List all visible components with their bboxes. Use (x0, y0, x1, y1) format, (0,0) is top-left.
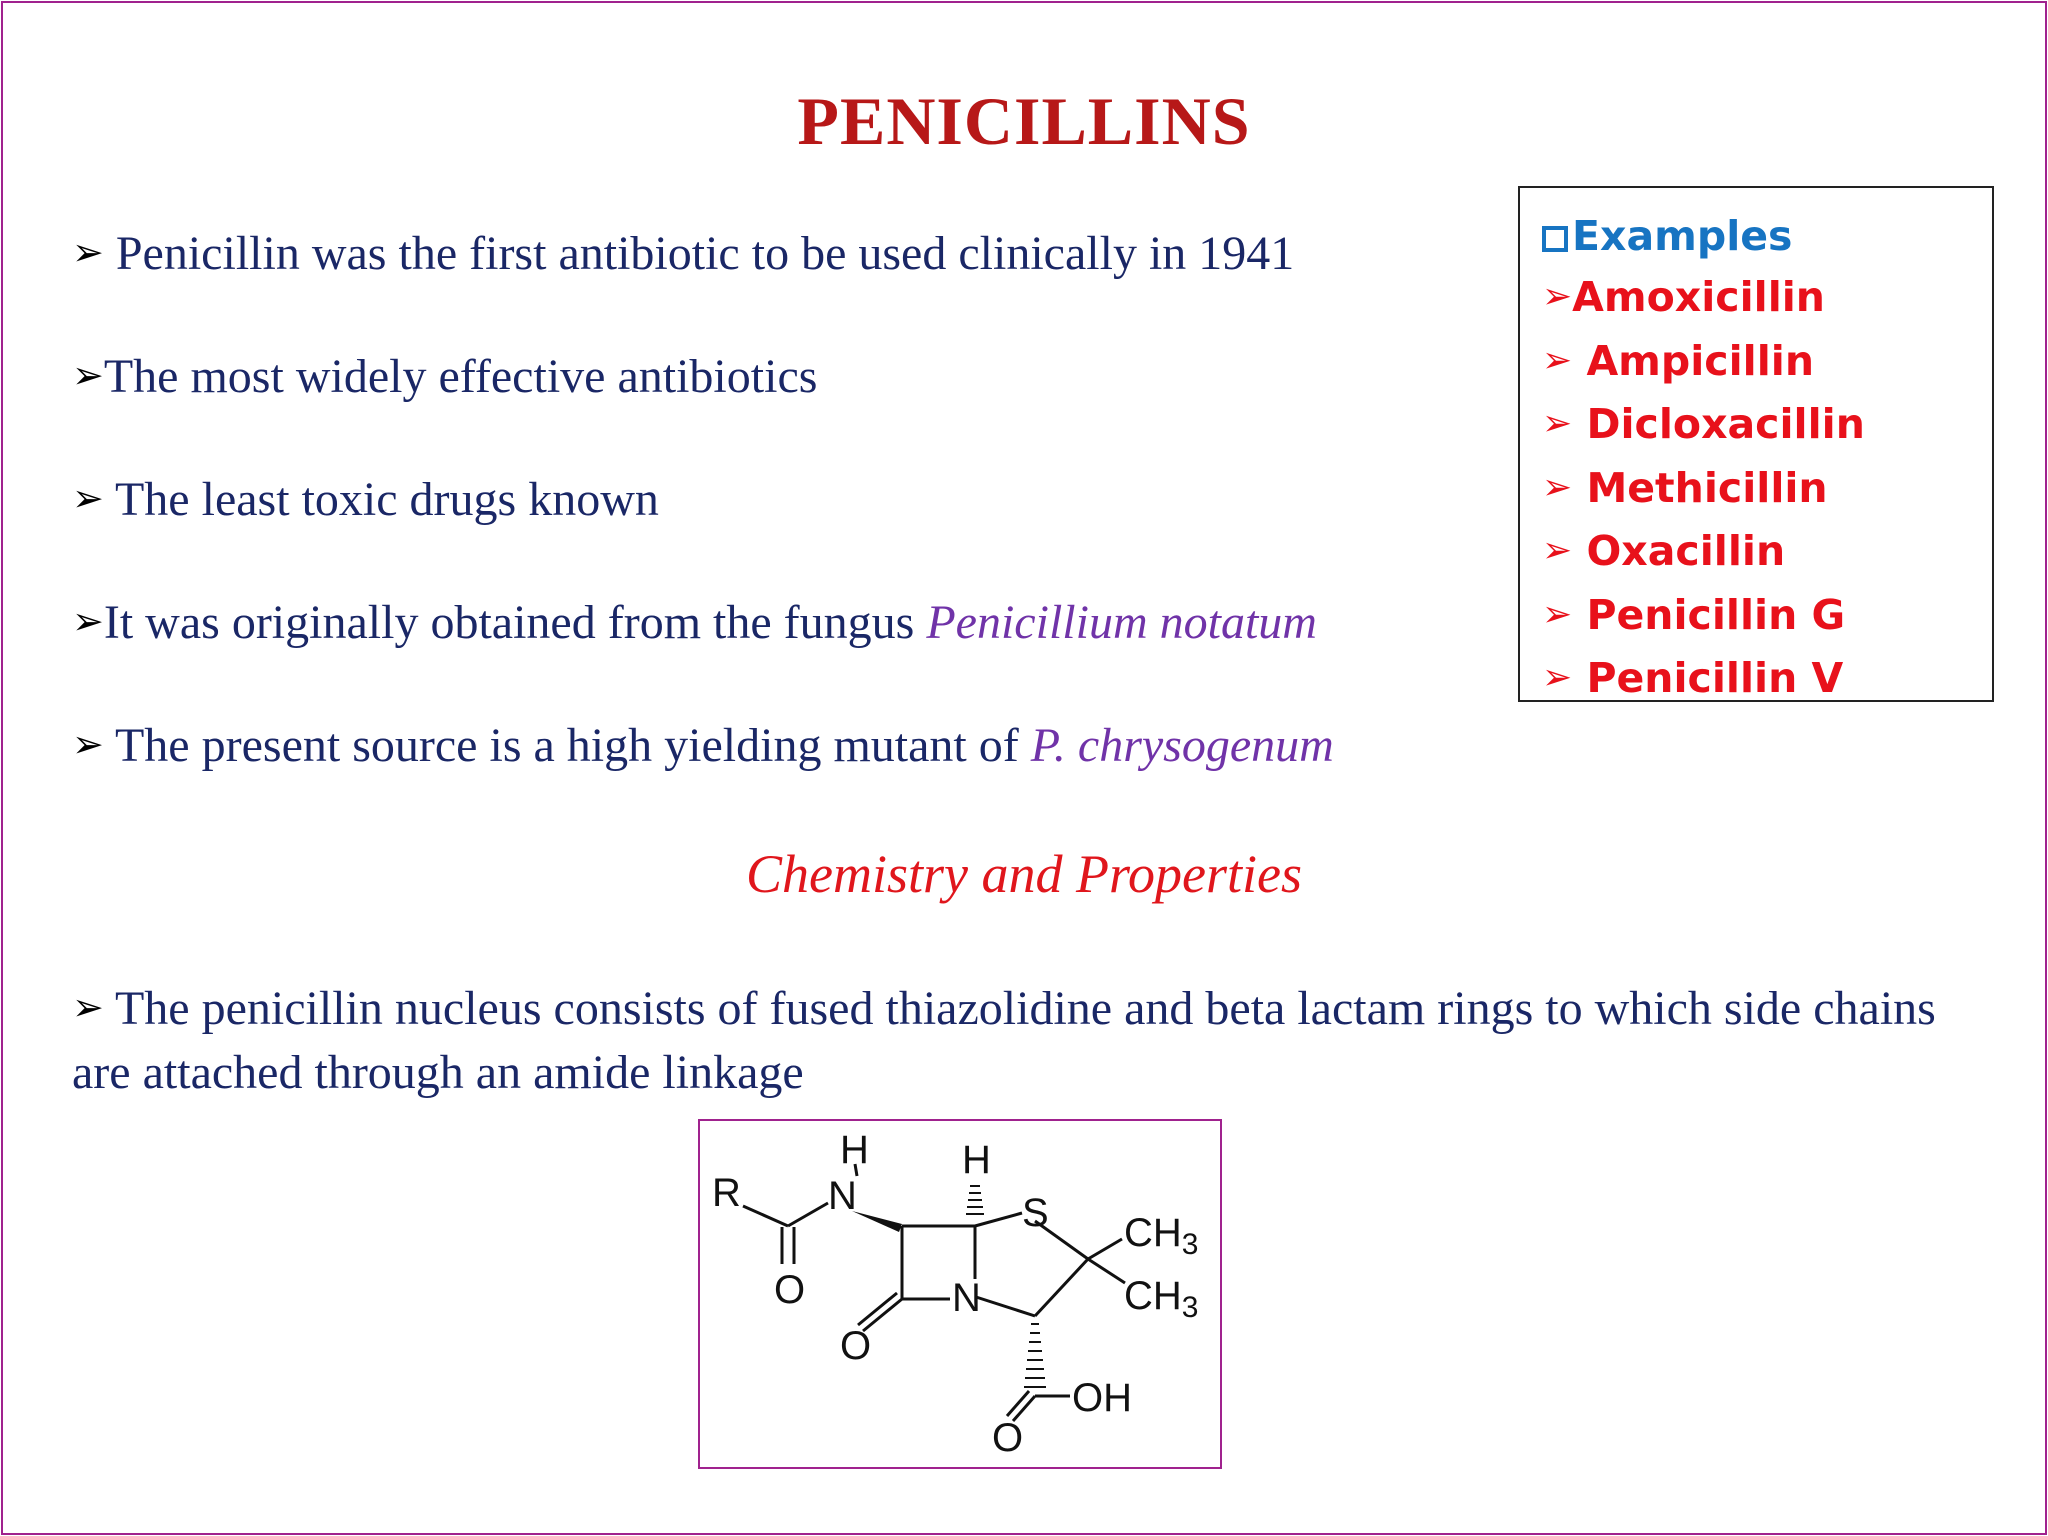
atom-h-top: H (962, 1138, 991, 1182)
example-item (1542, 394, 1992, 458)
penicillin-structure-diagram (700, 1121, 1224, 1471)
bullet-text: The most widely effective antibiotics (103, 350, 818, 403)
species-name: Penicillium notatum (926, 596, 1317, 649)
nucleus-paragraph (72, 978, 1972, 1104)
examples-heading-text: Examples (1572, 212, 1793, 260)
example-ampicillin: Ampicillin (1586, 336, 1815, 385)
atom-nh-h: H (840, 1128, 869, 1172)
arrow-bullet-icon: ➢ (1542, 593, 1573, 635)
hollow-square-icon (1542, 226, 1568, 252)
arrow-bullet-icon: ➢ (1542, 466, 1573, 508)
arrow-bullet-icon: ➢ (1542, 530, 1573, 571)
bullet-text: Penicillin was the first antibiotic to be used clinically in 1941 (103, 227, 1295, 280)
arrow-bullet-icon: ➢ (72, 722, 104, 766)
paragraph-text: The penicillin nucleus consists of fused thiazolidine and beta lactam rings to which side chains are attached through an amide linkage (72, 982, 1936, 1099)
slide-title: PENICILLINS (797, 83, 1251, 159)
wedge-bond (852, 1211, 902, 1232)
atom-s: S (1022, 1191, 1049, 1235)
arrow-bullet-icon: ➢ (72, 230, 104, 274)
atom-ch3-a: $CH_3$ (1124, 1211, 1199, 1261)
examples-box (1518, 186, 1994, 702)
section-subheading: Chemistry and Properties (746, 844, 1302, 904)
atom-n-amide: N (828, 1174, 857, 1218)
penicillin-structure-figure (698, 1119, 1222, 1469)
atom-ch3-b: $CH_3$ (1124, 1274, 1199, 1324)
example-item (1542, 458, 1992, 522)
arrow-bullet-icon: ➢ (1542, 276, 1573, 317)
arrow-bullet-icon: ➢ (72, 599, 104, 643)
arrow-bullet-icon: ➢ (72, 476, 104, 520)
bullet-widely-effective (72, 350, 818, 403)
atom-oh: OH (1072, 1376, 1132, 1420)
example-oxacillin: Oxacillin (1586, 527, 1786, 575)
atom-o-lactam: O (840, 1324, 872, 1368)
bullet-text: The present source is a high yielding mutant of (103, 719, 1031, 772)
bullet-first-antibiotic (72, 227, 1295, 280)
beta-lactam-ring (902, 1226, 975, 1279)
example-item (1542, 585, 1992, 649)
example-item (1542, 648, 1992, 712)
arrow-bullet-icon: ➢ (72, 985, 104, 1029)
bullet-least-toxic (72, 473, 659, 526)
arrow-bullet-icon: ➢ (1542, 403, 1573, 444)
atom-n-ring: N (952, 1276, 981, 1320)
atom-o-acid: O (992, 1416, 1024, 1460)
arrow-bullet-icon: ➢ (1542, 339, 1573, 381)
bullet-present-source (72, 719, 1334, 772)
example-item (1542, 267, 1992, 331)
bullet-text: It was originally obtained from the fungus (103, 596, 927, 649)
examples-heading (1542, 206, 1992, 267)
example-dicloxacillin: Dicloxacillin (1586, 400, 1865, 448)
bullet-original-source (72, 596, 1317, 649)
bullet-text: The least toxic drugs known (103, 473, 659, 526)
example-methicillin: Methicillin (1586, 463, 1828, 512)
atom-o-amide: O (774, 1268, 806, 1312)
example-amoxicillin: Amoxicillin (1572, 273, 1825, 321)
example-item (1542, 521, 1992, 585)
arrow-bullet-icon: ➢ (1542, 657, 1573, 698)
atom-r: R (712, 1171, 741, 1215)
example-penicillin-g: Penicillin G (1586, 590, 1846, 639)
example-penicillin-v: Penicillin V (1586, 654, 1844, 702)
species-name: P. chrysogenum (1030, 719, 1334, 772)
example-item (1542, 331, 1992, 395)
arrow-bullet-icon: ➢ (72, 353, 104, 397)
